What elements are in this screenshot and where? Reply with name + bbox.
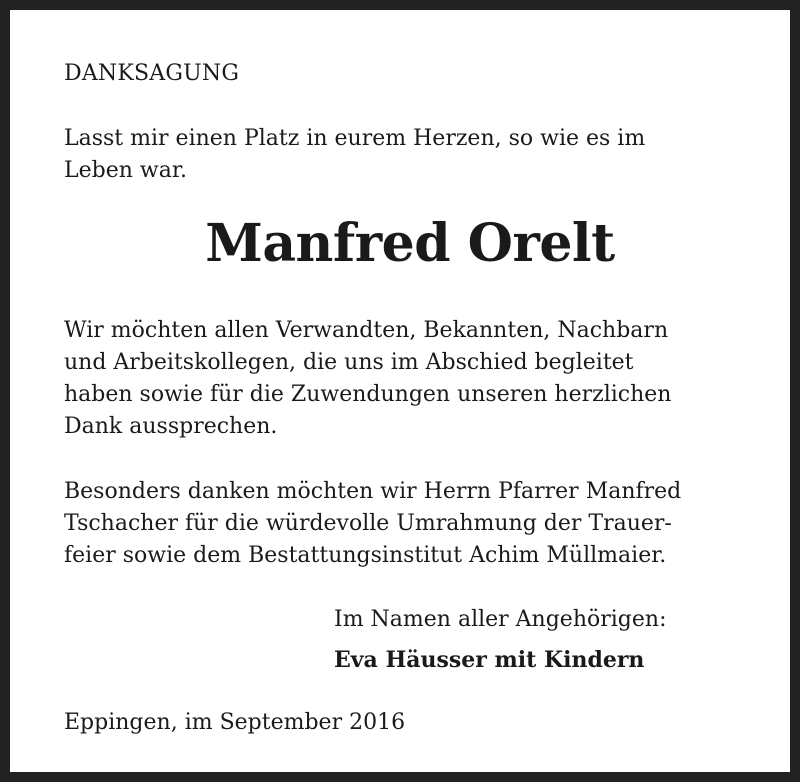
notice-heading: DANKSAGUNG	[64, 61, 240, 86]
special-thanks-paragraph	[64, 476, 764, 572]
paragraph-line: Dank aussprechen.	[64, 414, 278, 439]
motto-line: Lasst mir einen Platz in eurem Herzen, so wie es im	[64, 126, 646, 151]
signature-intro: Im Namen aller Angehörigen:	[334, 607, 667, 632]
paragraph-line: haben sowie für die Zuwendungen unseren herzlichen	[64, 382, 672, 407]
place-date: Eppingen, im September 2016	[64, 710, 406, 735]
paragraph-line: Wir möchten allen Verwandten, Bekannten, Nachbarn	[64, 318, 669, 343]
motto	[64, 123, 754, 187]
paragraph-line: feier sowie dem Bestattungsinstitut Achim Müllmaier.	[64, 543, 667, 568]
thanks-paragraph	[64, 315, 764, 443]
paragraph-line: Tschacher für die würdevolle Umrahmung der Trauer-	[64, 511, 672, 536]
signature-name: Eva Häusser mit Kindern	[334, 647, 645, 673]
motto-line: Leben war.	[64, 158, 187, 183]
paragraph-line: und Arbeitskollegen, die uns im Abschied begleitet	[64, 350, 634, 375]
paragraph-line: Besonders danken möchten wir Herrn Pfarrer Manfred	[64, 479, 682, 504]
deceased-name: Manfred Orelt	[205, 213, 615, 274]
